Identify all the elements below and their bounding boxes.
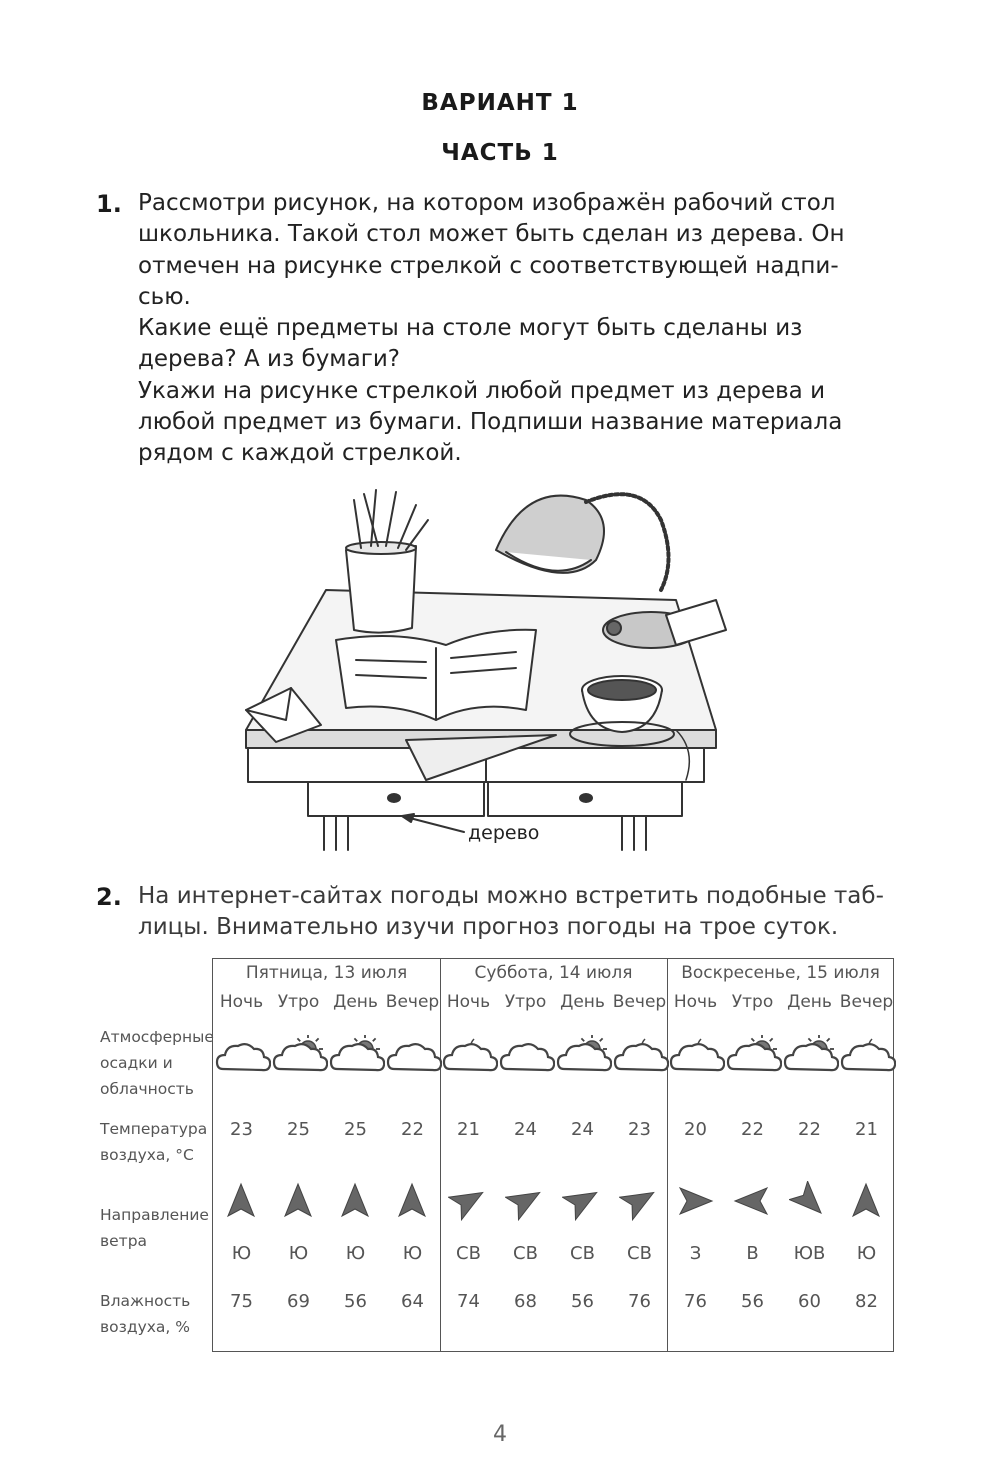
- task1-number: 1.: [96, 190, 122, 218]
- wind-direction-value: СВ: [627, 1243, 652, 1264]
- humidity-value: 56: [571, 1291, 594, 1312]
- weather-icon-cell: [497, 1035, 554, 1085]
- period-label: День: [333, 992, 378, 1012]
- task1-text: [138, 188, 890, 470]
- wind-arrow-icon: [392, 1181, 432, 1221]
- temperature-value: 22: [798, 1119, 821, 1140]
- period-label: Вечер: [385, 992, 440, 1012]
- wind-direction-value: В: [746, 1243, 759, 1264]
- temperature-value: 25: [287, 1119, 310, 1140]
- period-label: Вечер: [839, 992, 894, 1012]
- row-label-line: воздуха, °С: [100, 1146, 194, 1164]
- moon-cloud-icon: [838, 1035, 896, 1079]
- day-title: Суббота, 14 июля: [474, 963, 633, 983]
- moon-cloud-icon: [611, 1035, 669, 1079]
- wind-direction-value: Ю: [856, 1243, 877, 1264]
- row-label-humidity: [100, 1288, 190, 1340]
- wind-arrow-icon: [846, 1181, 886, 1221]
- weather-icon-cell: [554, 1035, 611, 1085]
- temperature-value: 22: [741, 1119, 764, 1140]
- sun-cloud-icon: [270, 1035, 328, 1079]
- weather-icon-cell: [327, 1035, 384, 1085]
- wind-arrow-icon: [448, 1181, 488, 1221]
- wind-arrow-cell: [278, 1181, 335, 1231]
- wind-direction-value: З: [689, 1243, 702, 1264]
- temperature-value: 23: [230, 1119, 253, 1140]
- sun-cloud-icon: [554, 1035, 612, 1079]
- row-label-line: облачность: [100, 1080, 194, 1098]
- humidity-value: 64: [401, 1291, 424, 1312]
- wind-direction-value: Ю: [288, 1243, 309, 1264]
- temperature-value: 20: [684, 1119, 707, 1140]
- wind-arrow-icon: [278, 1181, 318, 1221]
- task1-line: рядом с каждой стрелкой.: [138, 440, 462, 467]
- humidity-value: 74: [457, 1291, 480, 1312]
- task1-line: любой предмет из бумаги. Подпиши название материала: [138, 409, 843, 436]
- wind-arrow-cell: [846, 1181, 903, 1231]
- wind-arrow-icon: [562, 1181, 602, 1221]
- wind-arrow-cell: [675, 1181, 732, 1231]
- period-label: Ночь: [446, 992, 491, 1012]
- humidity-value: 69: [287, 1291, 310, 1312]
- period-label: Ночь: [673, 992, 718, 1012]
- wind-direction-value: Ю: [345, 1243, 366, 1264]
- period-label: Ночь: [219, 992, 264, 1012]
- task2-number: 2.: [96, 883, 122, 911]
- cloud-icon: [213, 1035, 271, 1079]
- wind-direction-value: ЮВ: [793, 1243, 826, 1264]
- weather-icon-cell: [611, 1035, 668, 1085]
- wind-direction-value: СВ: [456, 1243, 481, 1264]
- humidity-value: 60: [798, 1291, 821, 1312]
- row-label-line: Направление: [100, 1206, 209, 1224]
- sun-cloud-icon: [781, 1035, 839, 1079]
- period-label: Вечер: [612, 992, 667, 1012]
- row-label-wind: [100, 1202, 209, 1254]
- wind-direction-value: СВ: [570, 1243, 595, 1264]
- task1-line: Укажи на рисунке стрелкой любой предмет из дерева и: [138, 377, 826, 404]
- moon-cloud-icon: [440, 1035, 498, 1079]
- temperature-value: 25: [344, 1119, 367, 1140]
- wind-arrow-cell: [732, 1181, 789, 1231]
- period-label: День: [560, 992, 605, 1012]
- wind-arrow-icon: [675, 1181, 715, 1221]
- task1-line: отмечен на рисунке стрелкой с соответствующей надпи-: [138, 252, 839, 279]
- row-label-line: Влажность: [100, 1292, 191, 1310]
- wind-direction-value: СВ: [513, 1243, 538, 1264]
- wind-direction-value: Ю: [231, 1243, 252, 1264]
- cloud-icon: [384, 1035, 442, 1079]
- humidity-value: 56: [741, 1291, 764, 1312]
- wind-arrow-cell: [392, 1181, 449, 1231]
- row-label-precip: [100, 1024, 214, 1102]
- temperature-value: 24: [571, 1119, 594, 1140]
- part-heading: ЧАСТЬ 1: [441, 140, 559, 166]
- sun-cloud-icon: [724, 1035, 782, 1079]
- wind-arrow-icon: [619, 1181, 659, 1221]
- row-label-temp: [100, 1116, 207, 1168]
- humidity-value: 82: [855, 1291, 878, 1312]
- row-label-line: ветра: [100, 1232, 148, 1250]
- weather-icon-cell: [384, 1035, 441, 1085]
- wind-arrow-icon: [335, 1181, 375, 1221]
- sun-cloud-icon: [327, 1035, 385, 1079]
- day-title: Воскресенье, 15 июля: [681, 963, 880, 983]
- humidity-value: 76: [628, 1291, 651, 1312]
- wind-arrow-cell: [789, 1181, 846, 1231]
- row-label-line: Температура: [100, 1120, 208, 1138]
- period-label: Утро: [504, 992, 547, 1012]
- row-label-line: Атмосферные: [100, 1028, 214, 1046]
- wind-arrow-cell: [335, 1181, 392, 1231]
- humidity-value: 75: [230, 1291, 253, 1312]
- task1-line: Рассмотри рисунок, на котором изображён рабочий стол: [138, 190, 836, 216]
- weather-icon-cell: [781, 1035, 838, 1085]
- variant-heading: ВАРИАНТ 1: [421, 90, 579, 116]
- task1-line: дерева? А из бумаги?: [138, 346, 400, 373]
- task1-line: сью.: [138, 283, 191, 310]
- weather-icon-cell: [724, 1035, 781, 1085]
- humidity-value: 56: [344, 1291, 367, 1312]
- cloud-icon: [497, 1035, 555, 1079]
- pencil-cup: [346, 546, 416, 633]
- wind-arrow-cell: [505, 1181, 562, 1231]
- humidity-value: 68: [514, 1291, 537, 1312]
- weather-icon-cell: [440, 1035, 497, 1085]
- wind-arrow-cell: [562, 1181, 619, 1231]
- row-label-line: воздуха, %: [100, 1318, 191, 1336]
- temperature-value: 24: [514, 1119, 537, 1140]
- page-number: 4: [493, 1422, 507, 1447]
- period-label: День: [787, 992, 832, 1012]
- task1-line: школьника. Такой стол может быть сделан из дерева. Он: [138, 221, 845, 248]
- task2-line: лицы. Внимательно изучи прогноз погоды на трое суток.: [138, 914, 839, 941]
- wind-direction-value: Ю: [402, 1243, 423, 1264]
- wind-arrow-cell: [619, 1181, 676, 1231]
- temperature-value: 23: [628, 1119, 651, 1140]
- wind-arrow-cell: [221, 1181, 278, 1231]
- period-label: Утро: [731, 992, 774, 1012]
- wind-arrow-icon: [221, 1181, 261, 1221]
- temperature-value: 22: [401, 1119, 424, 1140]
- humidity-value: 76: [684, 1291, 707, 1312]
- wood-label: дерево: [468, 822, 540, 844]
- day-title: Пятница, 13 июля: [245, 963, 408, 983]
- task1-line: Какие ещё предметы на столе могут быть сделаны из: [138, 315, 803, 342]
- desk-illustration: [236, 480, 736, 860]
- task2-line: На интернет-сайтах погоды можно встретить подобные таб-: [138, 883, 884, 909]
- task2-text: [138, 881, 890, 944]
- temperature-value: 21: [855, 1119, 878, 1140]
- weather-icon-cell: [838, 1035, 895, 1085]
- wind-arrow-cell: [448, 1181, 505, 1231]
- temperature-value: 21: [457, 1119, 480, 1140]
- wind-arrow-icon: [789, 1181, 829, 1221]
- row-label-line: осадки и: [100, 1054, 173, 1072]
- weather-table: [212, 958, 894, 1352]
- weather-icon-cell: [270, 1035, 327, 1085]
- wind-arrow-icon: [505, 1181, 545, 1221]
- wind-arrow-icon: [732, 1181, 772, 1221]
- weather-icon-cell: [667, 1035, 724, 1085]
- period-label: Утро: [277, 992, 320, 1012]
- weather-icon-cell: [213, 1035, 270, 1085]
- moon-cloud-icon: [667, 1035, 725, 1079]
